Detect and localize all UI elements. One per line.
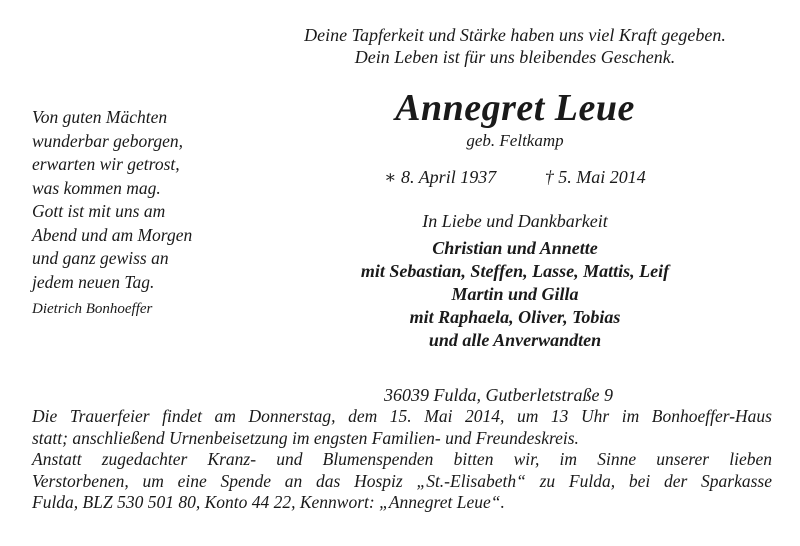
poem-author: Dietrich Bonhoeffer [32, 301, 153, 317]
deceased-name: Annegret Leue [395, 87, 635, 129]
death-date: † 5. Mai 2014 [544, 167, 646, 187]
notice-line: Verstorbenen, um eine Spende an das Hospiz „St.-Elisabeth“ zu Fulda, bei der Sparkasse [32, 470, 772, 491]
mourner-line: Martin und Gilla [451, 284, 579, 304]
poem [32, 106, 262, 318]
poem-line: erwarten wir getrost, [32, 154, 180, 174]
obituary-center [300, 84, 730, 352]
notice-line: Die Trauerfeier findet am Donnerstag, dem 15. Mai 2014, um 13 Uhr im Bonhoeffer-Haus [32, 406, 772, 426]
poem-line: wunderbar geborgen, [32, 130, 184, 151]
gratitude-line: In Liebe und Dankbarkeit [422, 211, 608, 231]
notice-line: statt; anschließend Urnenbeisetzung im engsten Familien- und Freundeskreis. [32, 427, 579, 448]
address: 36039 Fulda, Gutberletstraße 9 [384, 385, 613, 405]
poem-line: was kommen mag. [32, 177, 161, 198]
poem-line: jedem neuen Tag. [32, 271, 155, 292]
motto-line: Deine Tapferkeit und Stärke haben uns viel Kraft gegeben. [304, 25, 726, 45]
poem-line: und ganz gewiss an [32, 248, 169, 268]
notice-line: Anstatt zugedachter Kranz- und Blumenspenden bitten wir, im Sinne unserer lieben [32, 449, 772, 469]
mourners-list [300, 237, 730, 352]
mourner-line: und alle Anverwandten [428, 330, 602, 350]
birth-date: ∗ 8. April 1937 [384, 167, 497, 187]
mourner-line: mit Raphaela, Oliver, Tobias [409, 307, 621, 327]
life-dates [300, 166, 730, 188]
poem-line: Abend und am Morgen [32, 224, 193, 245]
maiden-name: geb. Feltkamp [466, 131, 564, 150]
mourner-line: mit Sebastian, Steffen, Lasse, Mattis, Leif [360, 261, 670, 281]
mourner-line: Christian und Annette [432, 238, 598, 258]
motto [250, 24, 780, 68]
poem-line: Gott ist mit uns am [32, 201, 166, 221]
motto-line: Dein Leben ist für uns bleibendes Geschenk. [354, 47, 676, 67]
funeral-notice [32, 406, 772, 514]
notice-line: Fulda, BLZ 530 501 80, Konto 44 22, Kennwort: „Annegret Leue“. [32, 492, 505, 512]
poem-line: Von guten Mächten [32, 107, 168, 127]
